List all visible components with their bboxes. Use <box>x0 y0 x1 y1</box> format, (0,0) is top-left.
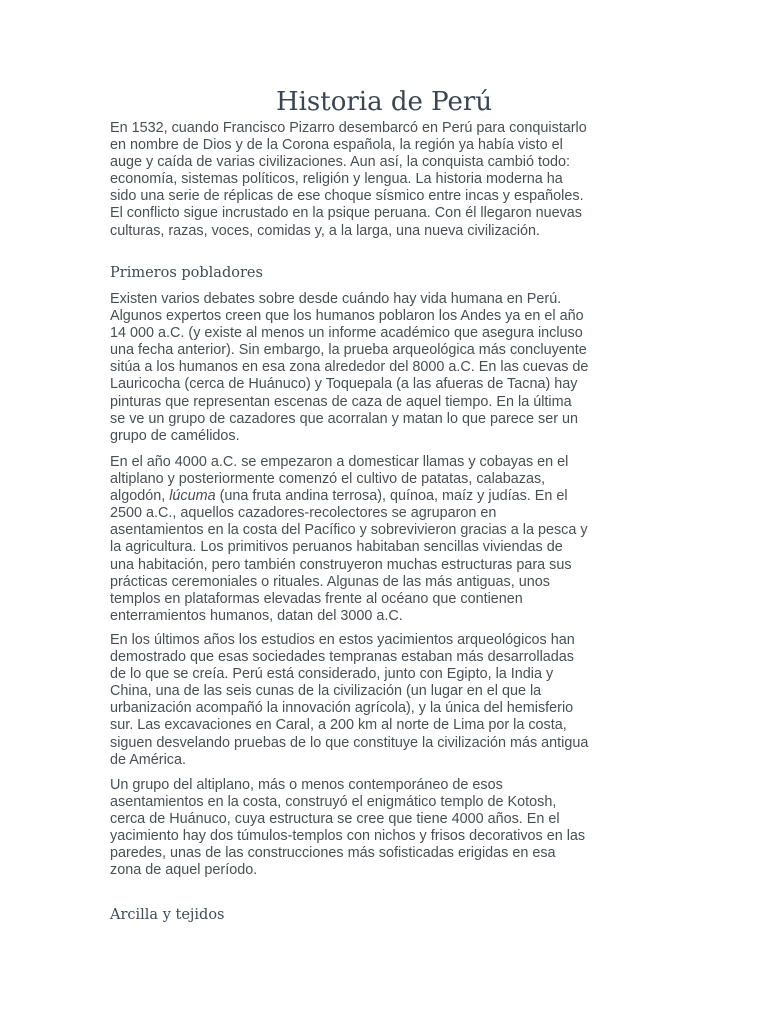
text-line: China, una de las seis cunas de la civilización (un lugar en el que la <box>110 683 542 700</box>
paragraph-2 <box>110 454 662 625</box>
text-line: asentamientos en la costa, construyó el enigmático templo de Kotosh, <box>110 794 557 811</box>
text-line: demostrado que esas sociedades tempranas estaban más desarrolladas <box>110 649 574 666</box>
text-line: sido una serie de réplicas de ese choque sísmico entre incas y españoles. <box>110 188 584 205</box>
text-line: Lauricocha (cerca de Huánuco) y Toquepala (a las afueras de Tacna) hay <box>110 376 578 393</box>
text-line: sitúa a los humanos en esa zona alrededor del 8000 a.C. En las cuevas de <box>110 359 589 376</box>
paragraph-4 <box>110 777 662 880</box>
text-line: una fecha anterior). Sin embargo, la prueba arqueológica más concluyente <box>110 342 587 359</box>
text-line: culturas, razas, voces, comidas y, a la larga, una nueva civilización. <box>110 222 541 239</box>
paragraph-1 <box>110 291 662 445</box>
section-heading-primeros-pobladores: Primeros pobladores <box>110 265 263 281</box>
text-line: paredes, unas de las construcciones más sofisticadas erigidas en esa <box>110 845 556 862</box>
text-line: siguen desvelando pruebas de lo que constituye la civilización más antigua <box>110 734 589 751</box>
paragraph-3 <box>110 632 662 769</box>
text-line: se ve un grupo de cazadores que acorralan y matan lo que parece ser un <box>110 410 578 427</box>
text-line: templos en plataformas elevadas frente al océano que contienen <box>110 590 523 607</box>
italic-term: lúcuma <box>169 488 216 505</box>
text-line: enterramientos humanos, datan del 3000 a.C. <box>110 607 403 624</box>
section-heading-arcilla-y-tejidos: Arcilla y tejidos <box>110 907 225 923</box>
text-line: En el año 4000 a.C. se empezaron a domesticar llamas y cobayas en el <box>110 454 569 470</box>
text-line: economía, sistemas políticos, religión y lengua. La historia moderna ha <box>110 171 563 188</box>
text-line: una habitación, pero también construyeron muchas estructuras para sus <box>110 556 572 573</box>
text-line: cerca de Huánuco, cuya estructura se cree que tiene 4000 años. En el <box>110 811 560 828</box>
text-line: prácticas ceremoniales o rituales. Algunas de las más antiguas, unos <box>110 573 550 590</box>
text-line: El conflicto sigue incrustado en la psique peruana. Con él llegaron nuevas <box>110 205 582 222</box>
text-line: de América. <box>110 751 186 768</box>
document-title: Historia de Perú <box>275 87 493 117</box>
text-line: altiplano y posteriormente comenzó el cultivo de patatas, calabazas, <box>110 471 546 488</box>
text-line: En 1532, cuando Francisco Pizarro desembarcó en Perú para conquistarlo <box>110 120 587 136</box>
text-line: grupo de camélidos. <box>110 427 240 444</box>
text-line: Un grupo del altiplano, más o menos contemporáneo de esos <box>110 777 503 793</box>
text-line: 14 000 a.C. (y existe al menos un informe académico que asegura incluso <box>110 325 583 342</box>
text-line: 2500 a.C., aquellos cazadores-recolectores se agruparon en <box>110 505 497 522</box>
text-line <box>110 488 662 505</box>
intro-paragraph <box>110 120 662 240</box>
text-line: en nombre de Dios y de la Corona española, la región ya había visto el <box>110 137 563 154</box>
text-line: zona de aquel período. <box>110 862 258 879</box>
text-segment: algodón, <box>110 488 170 505</box>
text-line: En los últimos años los estudios en estos yacimientos arqueológicos han <box>110 632 575 648</box>
text-line: la agricultura. Los primitivos peruanos habitaban sencillas viviendas de <box>110 539 563 556</box>
text-line: de lo que se creía. Perú está considerado, junto con Egipto, la India y <box>110 666 554 683</box>
text-line: urbanización acompañó la innovación agrícola), y la única del hemisferio <box>110 700 574 717</box>
text-line: Algunos expertos creen que los humanos poblaron los Andes ya en el año <box>110 308 584 325</box>
text-line: auge y caída de varias civilizaciones. Aun así, la conquista cambió todo: <box>110 154 570 171</box>
text-segment: (una fruta andina terrosa), quínoa, maíz y judías. En el <box>215 488 568 505</box>
text-line: Existen varios debates sobre desde cuándo hay vida humana en Perú. <box>110 291 562 307</box>
text-line: pinturas que representan escenas de caza de aquel tiempo. En la última <box>110 393 572 410</box>
text-line: yacimiento hay dos túmulos-templos con nichos y frisos decorativos en las <box>110 828 586 845</box>
text-line: sur. Las excavaciones en Caral, a 200 km al norte de Lima por la costa, <box>110 717 567 734</box>
text-line: asentamientos en la costa del Pacífico y sobrevivieron gracias a la pesca y <box>110 522 588 539</box>
